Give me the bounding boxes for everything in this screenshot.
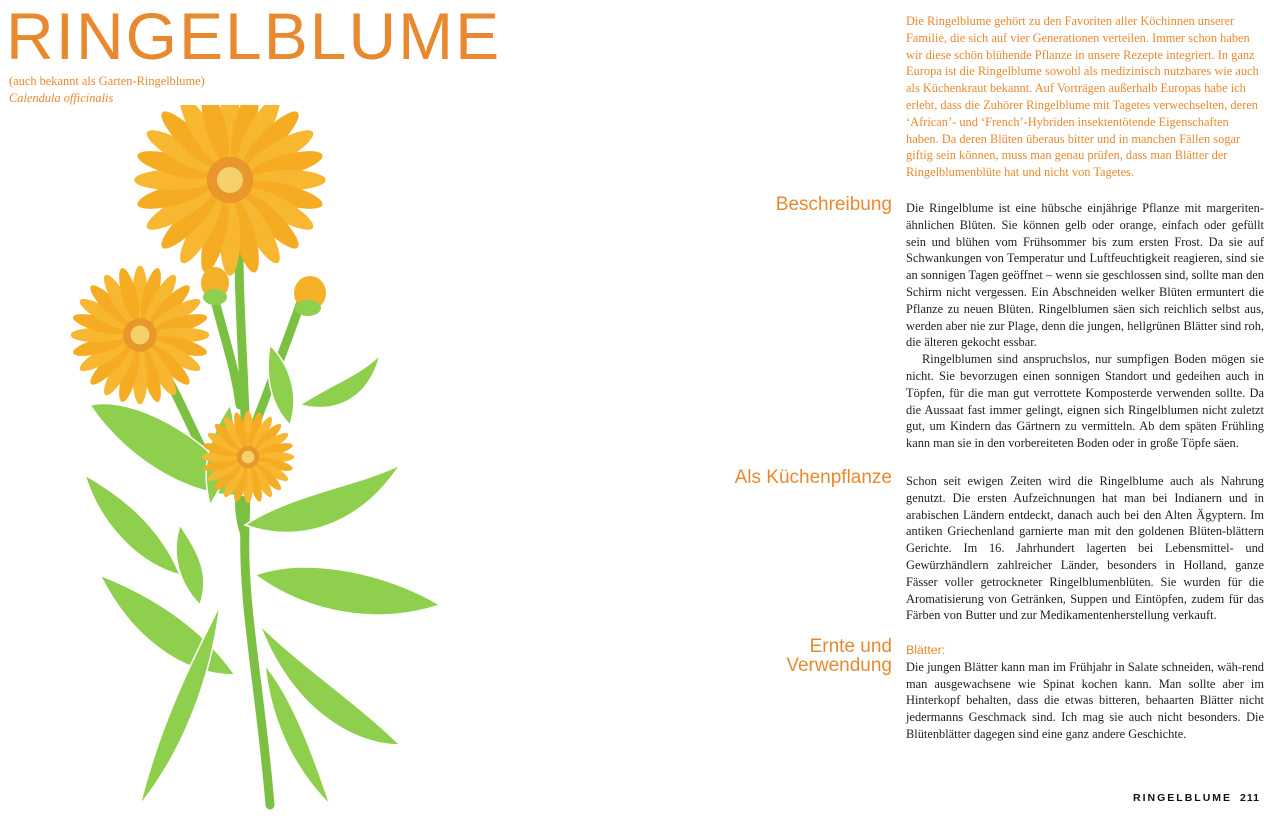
- beschreibung-paragraph-2: Ringelblumen sind anspruchslos, nur sumpfigen Boden mögen sie nicht. Sie bevorzugen einen sonnigen Standort und gedeihen auch in Töpfen, für die man gut verrottete Komposterde verwenden sollte. Da die Aussaat fast immer gelingt, eignen sich Ringelblumen nicht zuletzt gut, um Kindern das Gärtnern zu vermitteln. Ab dem späten Frühling kann man sie in den vorbereiteten Boden oder in große Töpfe säen.: [906, 352, 1264, 451]
- flower-head-middle: [202, 411, 294, 503]
- page-title: RINGELBLUME: [6, 0, 502, 73]
- flower-head-left: [71, 266, 210, 405]
- calendula-illustration: [60, 105, 480, 810]
- ernte-paragraph: Die jungen Blätter kann man im Frühjahr in Salate schneiden, wäh-rend man ausgewachsene wie Spinat kochen kann. Man sollte aber im Hinterkopf behalten, dass die etwas bitteren, behaarten Blätter nicht jedermanns Geschmack sind. Ich mag sie auch nicht besonders. Die Blütenblätter dagegen sind eine ganz andere Geschichte.: [906, 659, 1264, 741]
- flower-head-top: [134, 105, 325, 276]
- intro-paragraph: Die Ringelblume gehört zu den Favoriten aller Köchinnen unserer Familie, die sich auf vier Generationen verteilen. Immer schon haben wir diese schön blühende Pflanze in unsere Rezepte integriert. In ganz Europa ist die Ringelblume sowohl als medizinisch nutzbares wie auch als Küchenkraut bekannt. Auf Vorträgen außerhalb Europas habe ich erlebt, dass die Zuhörer Ringelblume mit Tagetes verwechselten, deren ‘African’- und ‘French’-Hybriden insektentötende Eigenschaften haben. Da deren Blüten überaus bitter und in manchen Fällen sogar giftig sein können, muss man genau prüfen, dass man Blätter der Ringelblumenblüte hat und nicht von Tagetes.: [906, 14, 1259, 180]
- heading-kuechenpflanze: Als Küchenpflanze: [734, 467, 892, 488]
- common-name-note: (auch bekannt als Garten-Ringelblume): [9, 74, 205, 88]
- heading-ernte-line2: Verwendung: [786, 655, 892, 676]
- running-head: RINGELBLUME: [1133, 792, 1233, 804]
- heading-ernte-line1: Ernte und: [809, 636, 892, 657]
- page-footer: [1133, 792, 1260, 804]
- latin-name: Calendula officinalis: [9, 91, 114, 105]
- section-kuechenpflanze: [906, 473, 1264, 624]
- section-ernte: [906, 642, 1264, 743]
- subheading-blaetter: Blätter:: [906, 643, 946, 657]
- page-number: 211: [1240, 792, 1260, 804]
- beschreibung-paragraph-1: Die Ringelblume ist eine hübsche einjährige Pflanze mit margeriten-ähnlichen Blüten. Sie können gelb oder orange, einfach oder gefüllt sein und blühen vom Frühsommer bis zum ersten Frost. Da sie auf Schwankungen von Temperatur und Luftfeuchtigkeit reagieren, sind sie an sonnigen Tagen geöffnet – wenn sie geschlossen sind, sollte man den Schirm nicht vergessen. Ein Abschneiden welker Blüten ermuntert die Pflanze zu neuen Blüten. Ringelblumen säen sich reichlich selbst aus, werden aber nie zur Plage, denn die jungen, hellgrünen Blätter sind roh, die älteren gekocht essbar.: [906, 201, 1264, 350]
- kuechenpflanze-paragraph: Schon seit ewigen Zeiten wird die Ringelblume auch als Nahrung genutzt. Die ersten Aufzeichnungen hat man bei Indianern und in arabischen Ländern entdeckt, danach auch bei den Alten Ägyptern. Im antiken Griechenland garnierte man mit den goldenen Blüten-blättern Gerichte. Im 16. Jahrhundert lagerten bei Lebensmittel- und Gewürzhändlern zahlreicher Länder, besonders in Holland, ganze Fässer voller getrockneter Ringelblumenblüten. Sie wurden für die Aromatisierung von Getränken, Suppen und Eintöpfen, zudem für das Färben von Butter und zur Medikamentenherstellung verkauft.: [906, 474, 1264, 623]
- heading-beschreibung: Beschreibung: [775, 194, 892, 215]
- section-beschreibung: [906, 200, 1264, 452]
